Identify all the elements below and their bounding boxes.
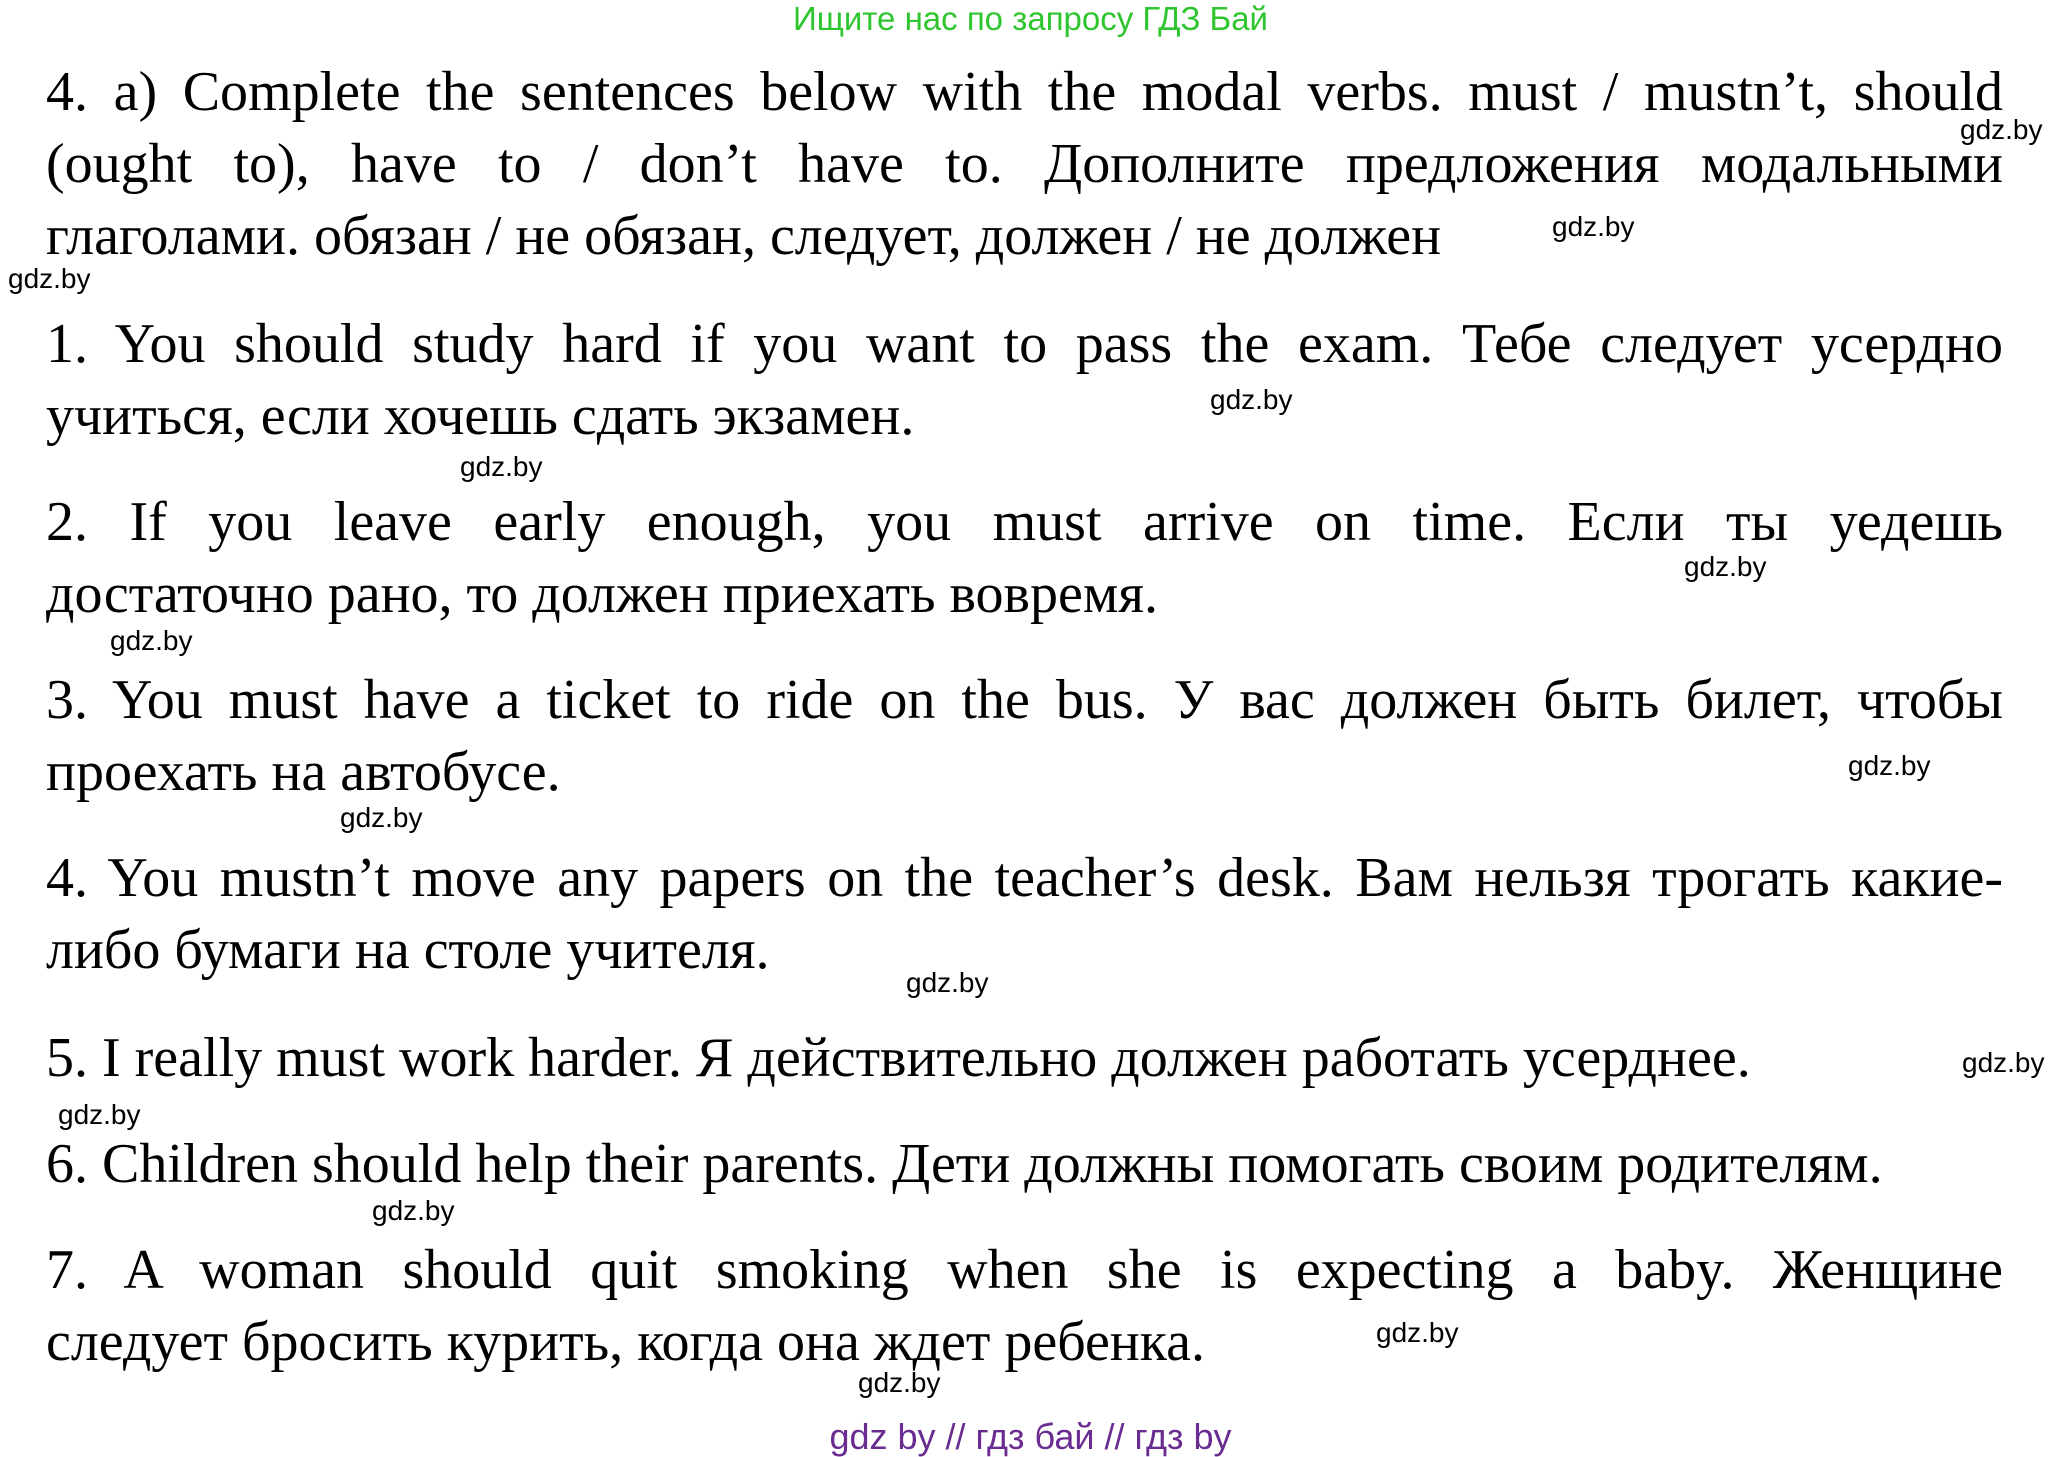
watermark: gdz.by [1684, 551, 1767, 582]
task-line-2: (ought to), have to / don’t have to. Дополните предложения модальными [46, 133, 2003, 195]
sentence-1-line-2: учиться, если хочешь сдать экзамен. [46, 385, 915, 447]
sentence-4 [46, 842, 2003, 986]
top-banner: Ищите нас по запросу ГДЗ Бай [793, 0, 1268, 37]
sentence-5-line-1: 5. I really must work harder. Я действительно должен работать усерднее. [46, 1027, 1751, 1089]
sentence-6 [46, 1128, 2003, 1200]
sentence-2-line-1: 2. If you leave early enough, you must arrive on time. Если ты уедешь [46, 491, 2003, 553]
sentence-3 [46, 664, 2003, 808]
task-heading [46, 56, 2003, 272]
task-line-3: глаголами. обязан / не обязан, следует, должен / не должен [46, 205, 1442, 267]
watermark: gdz.by [340, 802, 423, 833]
watermark: gdz.by [8, 263, 91, 294]
sentence-6-line-1: 6. Children should help their parents. Дети должны помогать своим родителям. [46, 1133, 1883, 1195]
watermark: gdz.by [1552, 211, 1635, 242]
sentence-4-line-2: либо бумаги на столе учителя. [46, 919, 770, 981]
sentence-7-line-1: 7. A woman should quit smoking when she is expecting a baby. Женщине [46, 1239, 2003, 1301]
sentence-1-line-1: 1. You should study hard if you want to pass the exam. Тебе следует усердно [46, 313, 2003, 375]
watermark: gdz.by [1376, 1317, 1459, 1348]
watermark: gdz.by [906, 967, 989, 998]
task-line-1: 4. a) Complete the sentences below with the modal verbs. must / mustn’t, should [46, 61, 2003, 123]
watermark: gdz.by [110, 625, 193, 656]
sentence-3-line-2: проехать на автобусе. [46, 741, 561, 803]
watermark: gdz.by [58, 1099, 141, 1130]
footer-links: gdz by // гдз бай // гдз by [829, 1416, 1232, 1457]
watermark: gdz.by [1962, 1047, 2045, 1078]
sentence-7-line-2: следует бросить курить, когда она ждет ребенка. [46, 1311, 1205, 1373]
sentence-7 [46, 1234, 2003, 1378]
watermark: gdz.by [858, 1367, 941, 1398]
watermark: gdz.by [1210, 384, 1293, 415]
watermark: gdz.by [1960, 114, 2043, 145]
watermark: gdz.by [1848, 750, 1931, 781]
sentence-1 [46, 308, 2003, 452]
sentence-2-line-2: достаточно рано, то должен приехать вовремя. [46, 563, 1159, 625]
sentence-4-line-1: 4. You mustn’t move any papers on the teacher’s desk. Вам нельзя трогать какие- [46, 847, 2003, 909]
sentence-3-line-1: 3. You must have a ticket to ride on the bus. У вас должен быть билет, чтобы [46, 669, 2003, 731]
watermark: gdz.by [372, 1195, 455, 1226]
sentence-5 [46, 1022, 2003, 1094]
watermark: gdz.by [460, 451, 543, 482]
